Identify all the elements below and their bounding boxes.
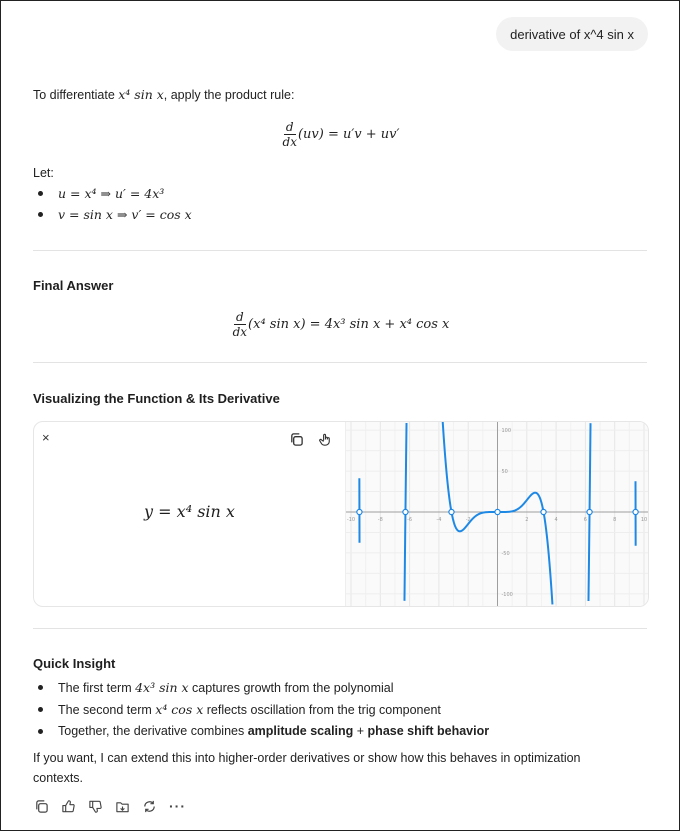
y-tick-label: 100 bbox=[501, 428, 512, 435]
user-message-text: derivative of x^4 sin x bbox=[510, 26, 634, 42]
copy-icon[interactable] bbox=[34, 799, 49, 814]
close-icon[interactable]: × bbox=[42, 430, 50, 445]
regenerate-icon[interactable] bbox=[142, 799, 157, 814]
divider bbox=[33, 362, 647, 363]
insight-item: The first term 4x³ sin x captures growth from the polynomial bbox=[33, 677, 489, 699]
divider bbox=[33, 628, 647, 629]
divider bbox=[33, 250, 647, 251]
graph-equation: y = x⁴ sin x bbox=[144, 502, 235, 521]
key-point bbox=[633, 509, 638, 514]
insight-item: Together, the derivative combines amplitude scaling + phase shift behavior bbox=[33, 721, 489, 742]
x-tick-label: 4 bbox=[554, 517, 558, 523]
y-tick-label: 50 bbox=[501, 469, 508, 476]
thumbs-up-icon[interactable] bbox=[61, 799, 76, 814]
product-rule-equation: $\frac{d}{dx}$ (uv) = u′v + uv′ bbox=[282, 120, 400, 149]
intro-trail: , apply the product rule: bbox=[163, 88, 295, 102]
closing-text: If you want, I can extend this into higher-order derivatives or show how this behaves in optimization contexts. bbox=[33, 751, 581, 785]
key-point bbox=[357, 509, 362, 514]
intro-math: x⁴ sin x bbox=[118, 87, 164, 102]
intro-text bbox=[33, 87, 294, 102]
user-message-bubble bbox=[496, 17, 648, 51]
let-list bbox=[33, 183, 192, 225]
x-tick-label: 8 bbox=[613, 517, 617, 523]
function-plot bbox=[346, 422, 649, 606]
more-icon[interactable]: ··· bbox=[169, 798, 186, 814]
x-tick-label: 6 bbox=[583, 517, 587, 523]
copy-icon[interactable] bbox=[289, 432, 304, 447]
insight-item: The second term x⁴ cos x reflects oscillation from the trig component bbox=[33, 699, 489, 721]
graph-card bbox=[33, 421, 649, 607]
graph-card-equation-panel bbox=[34, 422, 345, 606]
key-point bbox=[495, 509, 500, 514]
x-tick-label: 10 bbox=[640, 517, 648, 523]
message-actions bbox=[34, 798, 186, 814]
let-item-v: v = sin x ⇒ v′ = cos x bbox=[33, 204, 192, 225]
y-tick-label: -100 bbox=[501, 591, 513, 598]
hand-pointer-icon[interactable] bbox=[318, 432, 333, 447]
visual-heading: Visualizing the Function & Its Derivative bbox=[33, 391, 280, 406]
share-icon[interactable] bbox=[115, 799, 130, 814]
key-point bbox=[449, 509, 454, 514]
x-tick-label: 2 bbox=[525, 517, 529, 523]
final-answer-equation: $\frac{d}{dx}$ (x⁴ sin x) = 4x³ sin x + x⁴ cos x bbox=[232, 310, 450, 339]
quick-insight-heading: Quick Insight bbox=[33, 656, 116, 671]
product-rule-text: (uv) = u′v + uv′ bbox=[297, 127, 400, 142]
key-point bbox=[541, 509, 546, 514]
let-item-u: u = x⁴ ⇒ u′ = 4x³ bbox=[33, 183, 192, 204]
x-tick-label: -10 bbox=[346, 517, 356, 523]
intro-lead: To differentiate bbox=[33, 88, 119, 102]
key-point bbox=[587, 509, 592, 514]
x-tick-label: -8 bbox=[377, 517, 383, 523]
x-tick-label: -6 bbox=[407, 517, 413, 523]
insight-list bbox=[33, 677, 489, 742]
x-tick-label: -2 bbox=[465, 517, 471, 523]
graph-plot-panel[interactable] bbox=[345, 422, 649, 606]
x-tick-label: -4 bbox=[436, 517, 442, 523]
y-tick-label: -50 bbox=[501, 550, 510, 557]
final-answer-heading: Final Answer bbox=[33, 278, 114, 293]
thumbs-down-icon[interactable] bbox=[88, 799, 103, 814]
let-label: Let: bbox=[33, 166, 54, 180]
key-point bbox=[403, 509, 408, 514]
final-answer-text: (x⁴ sin x) = 4x³ sin x + x⁴ cos x bbox=[248, 317, 450, 332]
